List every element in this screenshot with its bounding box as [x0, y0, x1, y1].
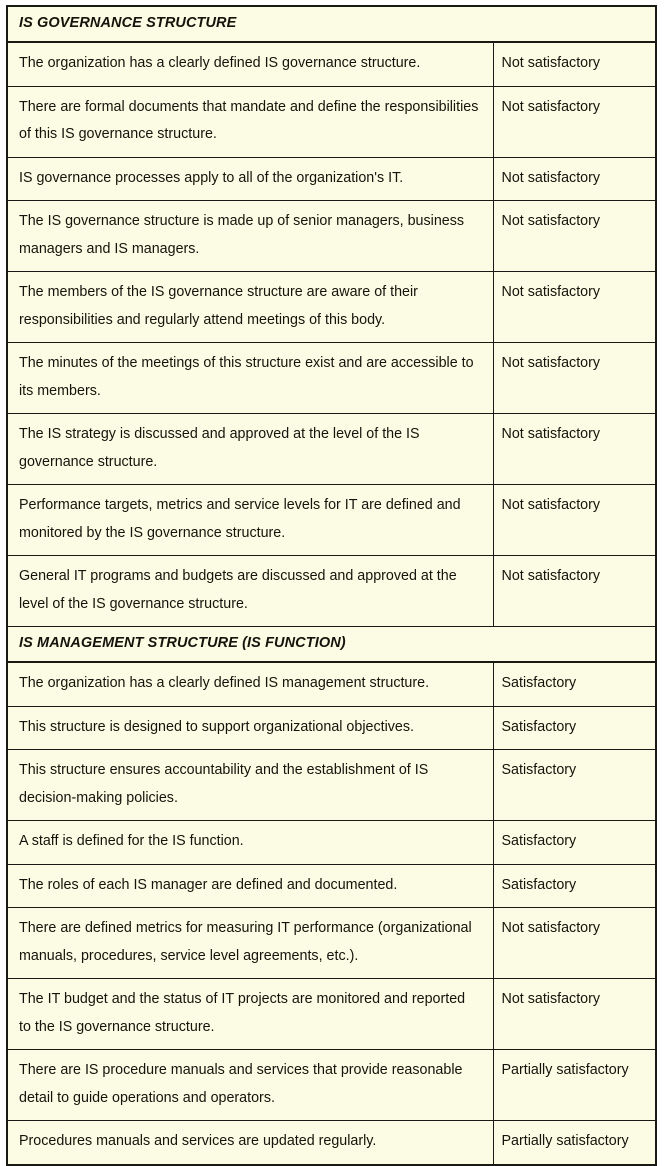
table-row [7, 821, 656, 865]
rating-cell: Satisfactory [493, 821, 656, 865]
table-row [7, 343, 656, 414]
table-row [7, 1121, 656, 1165]
assessment-table [6, 5, 657, 1166]
statement-cell: General IT programs and budgets are discussed and approved at the level of the IS governance structure. [7, 556, 493, 627]
table-row [7, 201, 656, 272]
statement-cell: The IS strategy is discussed and approved at the level of the IS governance structure. [7, 414, 493, 485]
rating-cell: Not satisfactory [493, 908, 656, 979]
section-title: IS GOVERNANCE STRUCTURE [7, 6, 656, 42]
section-title: IS MANAGEMENT STRUCTURE (IS FUNCTION) [7, 627, 656, 663]
table-row [7, 157, 656, 201]
statement-cell: The IS governance structure is made up of senior managers, business managers and IS managers. [7, 201, 493, 272]
statement-cell: This structure is designed to support organizational objectives. [7, 706, 493, 750]
rating-cell: Satisfactory [493, 706, 656, 750]
statement-cell: The members of the IS governance structure are aware of their responsibilities and regularly attend meetings of this body. [7, 272, 493, 343]
rating-cell: Not satisfactory [493, 272, 656, 343]
statement-cell: The minutes of the meetings of this structure exist and are accessible to its members. [7, 343, 493, 414]
rating-cell: Not satisfactory [493, 979, 656, 1050]
statement-cell: IS governance processes apply to all of the organization's IT. [7, 157, 493, 201]
rating-cell: Partially satisfactory [493, 1050, 656, 1121]
rating-cell: Not satisfactory [493, 485, 656, 556]
statement-cell: Performance targets, metrics and service levels for IT are defined and monitored by the IS governance structure. [7, 485, 493, 556]
assessment-table-body [7, 6, 656, 1165]
rating-cell: Not satisfactory [493, 414, 656, 485]
rating-cell: Satisfactory [493, 864, 656, 908]
statement-cell: The IT budget and the status of IT projects are monitored and reported to the IS governance structure. [7, 979, 493, 1050]
table-row [7, 706, 656, 750]
table-row [7, 86, 656, 157]
rating-cell: Satisfactory [493, 662, 656, 706]
statement-cell: A staff is defined for the IS function. [7, 821, 493, 865]
statement-cell: There are formal documents that mandate and define the responsibilities of this IS governance structure. [7, 86, 493, 157]
statement-cell: The organization has a clearly defined IS governance structure. [7, 42, 493, 86]
table-row [7, 750, 656, 821]
table-row [7, 556, 656, 627]
rating-cell: Not satisfactory [493, 201, 656, 272]
table-row [7, 979, 656, 1050]
table-row [7, 1050, 656, 1121]
table-row [7, 42, 656, 86]
statement-cell: There are defined metrics for measuring IT performance (organizational manuals, procedures, service level agreements, etc.). [7, 908, 493, 979]
statement-cell: This structure ensures accountability and the establishment of IS decision-making policies. [7, 750, 493, 821]
rating-cell: Partially satisfactory [493, 1121, 656, 1165]
statement-cell: There are IS procedure manuals and services that provide reasonable detail to guide operations and operators. [7, 1050, 493, 1121]
table-row [7, 864, 656, 908]
section-header-row [7, 627, 656, 663]
table-row [7, 485, 656, 556]
statement-cell: Procedures manuals and services are updated regularly. [7, 1121, 493, 1165]
rating-cell: Satisfactory [493, 750, 656, 821]
rating-cell: Not satisfactory [493, 86, 656, 157]
section-header-row [7, 6, 656, 42]
table-row [7, 908, 656, 979]
statement-cell: The organization has a clearly defined IS management structure. [7, 662, 493, 706]
rating-cell: Not satisfactory [493, 556, 656, 627]
statement-cell: The roles of each IS manager are defined and documented. [7, 864, 493, 908]
table-row [7, 272, 656, 343]
rating-cell: Not satisfactory [493, 42, 656, 86]
table-row [7, 414, 656, 485]
table-row [7, 662, 656, 706]
rating-cell: Not satisfactory [493, 343, 656, 414]
rating-cell: Not satisfactory [493, 157, 656, 201]
